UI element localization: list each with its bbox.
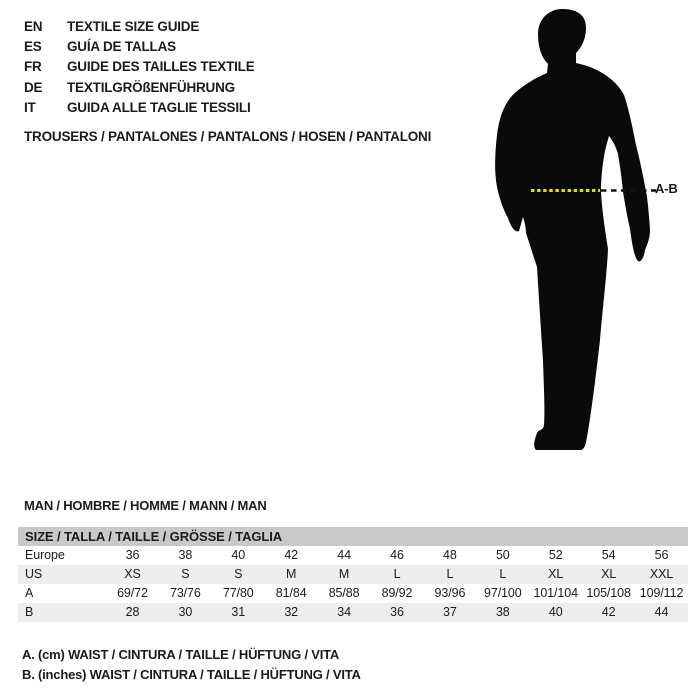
size-cell: L bbox=[446, 567, 454, 581]
language-row-it bbox=[24, 97, 255, 117]
size-cell: 97/100 bbox=[483, 586, 522, 600]
size-cell: 52 bbox=[548, 548, 563, 562]
table-row-us bbox=[18, 565, 688, 584]
size-cell: 38 bbox=[495, 605, 510, 619]
size-cell: 89/92 bbox=[381, 586, 413, 600]
language-code: DE bbox=[24, 79, 43, 95]
man-silhouette-icon bbox=[480, 0, 700, 470]
size-cell: XL bbox=[548, 567, 564, 581]
row-label: Europe bbox=[25, 548, 65, 562]
measure-legend bbox=[22, 645, 361, 684]
size-cell: 93/96 bbox=[434, 586, 466, 600]
size-cell: 32 bbox=[284, 605, 299, 619]
size-cell: 40 bbox=[548, 605, 563, 619]
table-row-waist-inches bbox=[18, 603, 688, 622]
size-cell: 44 bbox=[654, 605, 669, 619]
size-cell: 46 bbox=[390, 548, 404, 562]
size-cell: 101/104 bbox=[533, 586, 578, 600]
row-label: US bbox=[25, 567, 43, 581]
size-cell: 69/72 bbox=[117, 586, 148, 600]
measure-legend-b: B. (inches) WAIST / CINTURA / TAILLE / HÜFTUNG / VITA bbox=[22, 666, 361, 682]
language-code: EN bbox=[24, 18, 43, 34]
waist-measure-label: A-B bbox=[655, 181, 678, 196]
size-cell: S bbox=[181, 567, 190, 581]
size-cell: L bbox=[393, 567, 401, 581]
language-row-de bbox=[24, 77, 255, 97]
size-cell: 85/88 bbox=[328, 586, 360, 600]
gender-section-title: MAN / HOMBRE / HOMME / MANN / MAN bbox=[24, 498, 267, 513]
size-cell: 48 bbox=[443, 548, 457, 562]
size-cell: 34 bbox=[337, 605, 351, 619]
measure-legend-a: A. (cm) WAIST / CINTURA / TAILLE / HÜFTUNG / VITA bbox=[22, 647, 340, 662]
garment-type-title: TROUSERS / PANTALONES / PANTALONS / HOSEN / PANTALONI bbox=[24, 129, 432, 144]
table-row-waist-cm bbox=[18, 584, 688, 603]
size-cell: 50 bbox=[495, 548, 510, 562]
size-cell: 73/76 bbox=[169, 586, 201, 600]
size-cell: 42 bbox=[601, 605, 616, 619]
language-row-es bbox=[24, 36, 255, 56]
size-cell: XS bbox=[124, 567, 141, 581]
size-cell: L bbox=[499, 567, 507, 581]
language-row-en bbox=[24, 16, 255, 36]
language-title-list bbox=[24, 16, 255, 117]
size-cell: 56 bbox=[654, 548, 669, 562]
language-code: ES bbox=[24, 38, 42, 54]
size-cell: 37 bbox=[443, 605, 457, 619]
size-cell: 28 bbox=[125, 605, 140, 619]
size-cell: 54 bbox=[601, 548, 616, 562]
size-cell: M bbox=[338, 567, 350, 581]
size-cell: 36 bbox=[125, 548, 140, 562]
size-cell: S bbox=[234, 567, 243, 581]
language-guide-title: GUIDE DES TAILLES TEXTILE bbox=[67, 59, 255, 75]
man-silhouette-shape bbox=[495, 9, 650, 450]
size-cell: 77/80 bbox=[222, 586, 254, 600]
size-cell: 40 bbox=[231, 548, 246, 562]
language-guide-title: GUÍA DE TALLAS bbox=[67, 38, 176, 54]
size-cell: 109/112 bbox=[639, 586, 684, 600]
size-cell: 30 bbox=[178, 605, 193, 619]
size-cell: XXL bbox=[649, 567, 674, 581]
row-label: B bbox=[25, 605, 34, 619]
language-code: FR bbox=[24, 59, 42, 75]
size-cell: M bbox=[286, 567, 297, 581]
language-guide-title: TEXTILGRÖßENFÜHRUNG bbox=[67, 79, 235, 95]
size-cell: 81/84 bbox=[275, 586, 307, 600]
size-table bbox=[18, 527, 688, 622]
language-guide-title: TEXTILE SIZE GUIDE bbox=[67, 18, 200, 34]
size-cell: XL bbox=[601, 567, 617, 581]
language-code: IT bbox=[24, 99, 36, 115]
language-guide-title: GUIDA ALLE TAGLIE TESSILI bbox=[67, 99, 251, 115]
language-row-fr bbox=[24, 57, 255, 77]
size-cell: 31 bbox=[231, 605, 246, 619]
size-cell: 36 bbox=[390, 605, 404, 619]
row-label: A bbox=[25, 586, 34, 600]
size-cell: 105/108 bbox=[586, 586, 631, 600]
size-table-header: SIZE / TALLA / TAILLE / GRÖSSE / TAGLIA bbox=[18, 527, 688, 546]
size-cell: 42 bbox=[284, 548, 299, 562]
size-cell: 44 bbox=[337, 548, 351, 562]
size-cell: 38 bbox=[178, 548, 193, 562]
table-row-europe bbox=[18, 546, 688, 565]
